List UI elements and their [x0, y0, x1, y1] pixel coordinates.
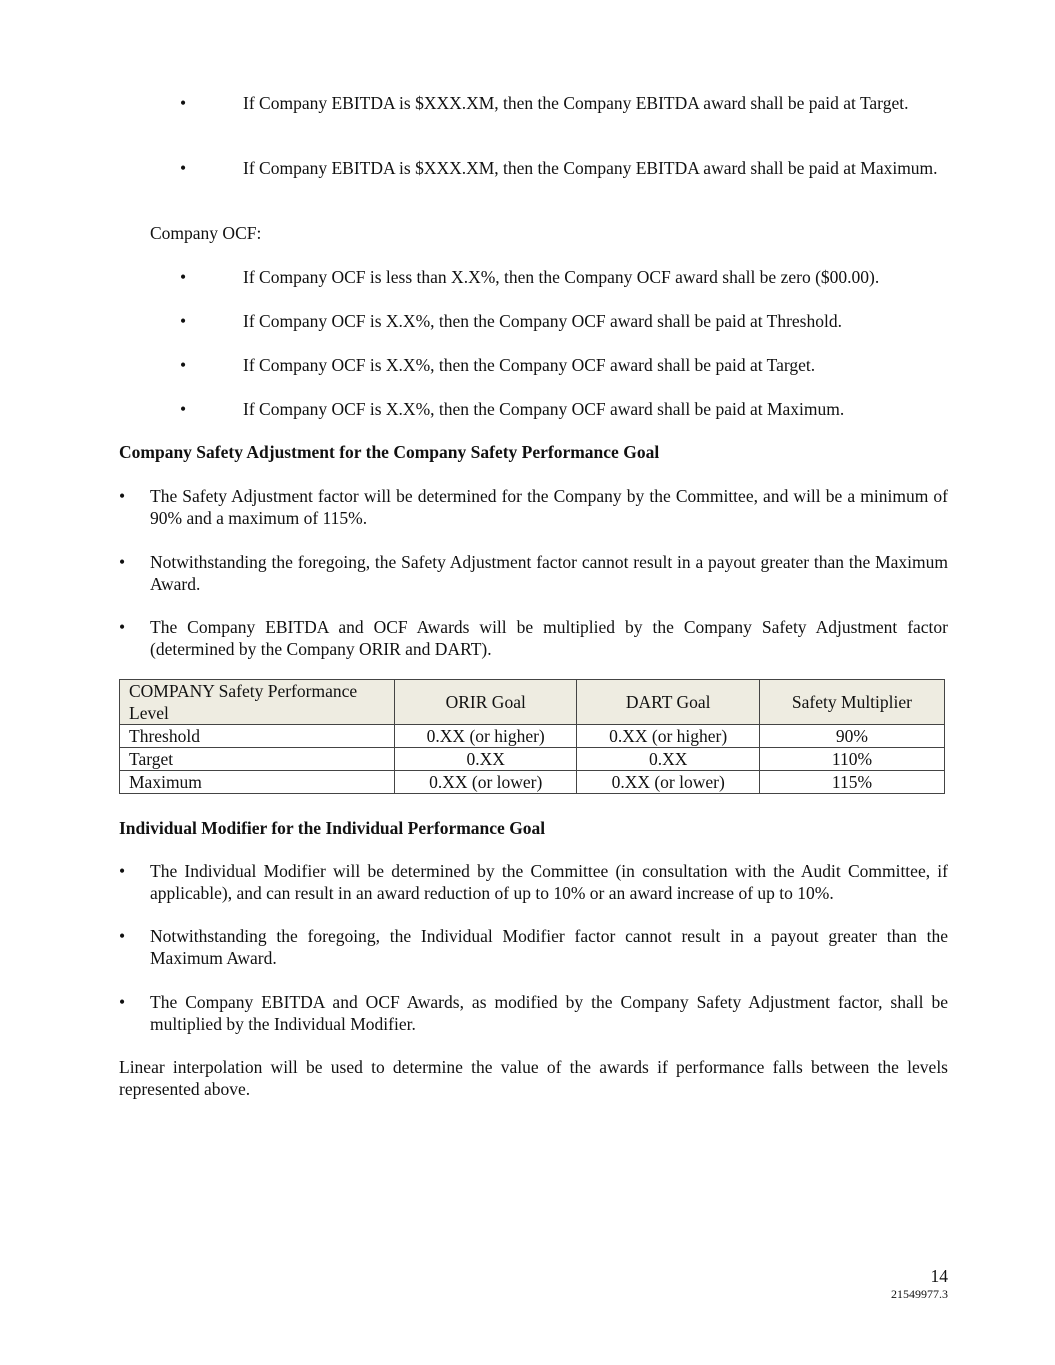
ebitda-bullet: • If Company EBITDA is $XXX.XM, then the Company EBITDA award shall be paid at Target. [180, 93, 909, 113]
table-cell: 115% [759, 771, 944, 794]
bullet-icon: • [119, 861, 126, 881]
bullet-icon: • [180, 355, 187, 375]
table-cell: 0.XX (or lower) [577, 771, 759, 794]
bullet-icon: • [119, 486, 126, 506]
ocf-bullet: • If Company OCF is X.X%, then the Company OCF award shall be paid at Threshold. [180, 311, 842, 331]
table-cell: 0.XX (or higher) [395, 725, 577, 748]
ebitda-bullet: • If Company EBITDA is $XXX.XM, then the Company EBITDA award shall be paid at Maximum. [180, 158, 938, 178]
table-header: COMPANY Safety Performance Level [120, 680, 395, 725]
table-cell: 0.XX [395, 748, 577, 771]
bullet-icon: • [180, 158, 187, 178]
ocf-bullet: • If Company OCF is X.X%, then the Company OCF award shall be paid at Target. [180, 355, 816, 375]
closing-paragraph: Linear interpolation will be used to determine the value of the awards if performance falls between the levels represented above. [119, 1057, 948, 1099]
table-cell: Target [120, 748, 395, 771]
safety-bullet: • The Safety Adjustment factor will be determined for the Company by the Committee, and will be a minimum of 90% and a maximum of 115%. [119, 486, 948, 528]
individual-bullet: • The Company EBITDA and OCF Awards, as modified by the Company Safety Adjustment factor, shall be multiplied by the Individual Modifier. [119, 992, 948, 1034]
table-header: Safety Multiplier [759, 680, 944, 725]
table-row [120, 725, 945, 748]
ocf-bullet: • If Company OCF is less than X.X%, then the Company OCF award shall be zero ($00.00). [180, 267, 880, 287]
safety-heading: Company Safety Adjustment for the Company Safety Performance Goal [119, 442, 660, 462]
safety-bullet: • The Company EBITDA and OCF Awards will be multiplied by the Company Safety Adjustment factor (determined by the Company ORIR and DART). [119, 617, 948, 659]
bullet-icon: • [180, 311, 187, 331]
bullet-icon: • [119, 617, 126, 637]
bullet-icon: • [119, 552, 126, 572]
table-header-row [120, 680, 945, 725]
safety-bullet: • Notwithstanding the foregoing, the Safety Adjustment factor cannot result in a payout greater than the Maximum Award. [119, 552, 948, 594]
bullet-icon: • [180, 93, 187, 113]
individual-bullet: • Notwithstanding the foregoing, the Individual Modifier factor cannot result in a payout greater than the Maximum Award. [119, 926, 948, 968]
table-row [120, 748, 945, 771]
table-cell: 90% [759, 725, 944, 748]
bullet-icon: • [119, 926, 126, 946]
table-row [120, 771, 945, 794]
table-cell: 110% [759, 748, 944, 771]
individual-heading: Individual Modifier for the Individual Performance Goal [119, 818, 546, 838]
bullet-icon: • [180, 267, 187, 287]
bullet-icon: • [119, 992, 126, 1012]
table-cell: Maximum [120, 771, 395, 794]
individual-bullet: • The Individual Modifier will be determined by the Committee (in consultation with the Audit Committee, if applicable), and can result in an award reduction of up to 10% or an award increase of up to 10%. [119, 861, 948, 903]
table-header: ORIR Goal [395, 680, 577, 725]
ocf-bullet: • If Company OCF is X.X%, then the Company OCF award shall be paid at Maximum. [180, 399, 845, 419]
bullet-icon: • [180, 399, 187, 419]
table-cell: 0.XX (or lower) [395, 771, 577, 794]
document-id: 21549977.3 [891, 1287, 948, 1301]
safety-performance-table [119, 679, 945, 794]
table-cell: Threshold [120, 725, 395, 748]
table-header: DART Goal [577, 680, 759, 725]
page-number: 14 [930, 1266, 948, 1286]
table-cell: 0.XX [577, 748, 759, 771]
ocf-label: Company OCF: [150, 223, 262, 243]
table-cell: 0.XX (or higher) [577, 725, 759, 748]
